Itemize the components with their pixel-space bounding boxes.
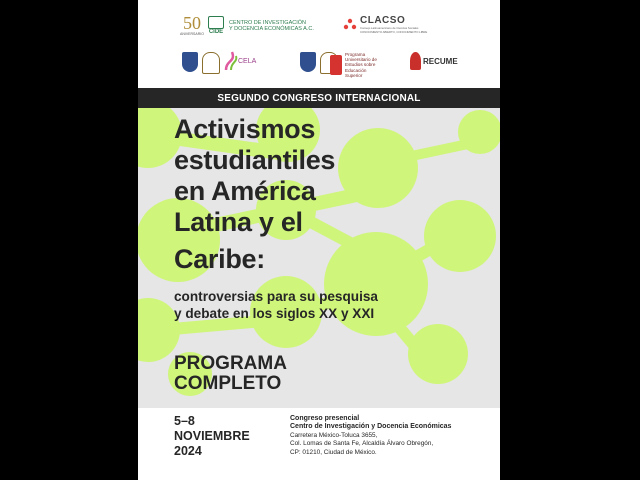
clacso-star-icon: [343, 18, 357, 32]
programa-line2: Universitario de: [345, 57, 377, 63]
unam-shield-icon: [300, 52, 316, 72]
venue-name: Centro de Investigación y Docencia Económicas: [290, 423, 452, 431]
cide-name-line2: Y DOCENCIA ECONÓMICAS A.C.: [229, 25, 314, 32]
programa-logo: [330, 52, 377, 78]
anniversary-number: 50: [182, 13, 201, 33]
programa-line5: Superior: [345, 72, 363, 78]
cide-logo: [208, 16, 314, 35]
date-year: 2024: [174, 444, 202, 458]
unam-shield-icon: [182, 52, 198, 72]
venue-info: [290, 415, 495, 457]
programa-completo-heading: [174, 354, 287, 394]
sponsor-logos: [138, 0, 500, 88]
event-date: [174, 414, 250, 459]
venue-street: Carretera México-Toluca 3655,: [290, 431, 378, 439]
congress-band: [138, 88, 500, 108]
clacso-name: CLACSO: [360, 15, 406, 26]
programa-line-b: COMPLETO: [174, 373, 282, 394]
event-title: [174, 114, 494, 275]
event-details: [138, 408, 500, 480]
clacso-caption-2: CONOCIMIENTO ABIERTO, CONOCIMIENTO LIBRE: [360, 30, 428, 34]
anniversary-caption: ANIVERSARIO: [180, 32, 204, 36]
title-line1: Activismos: [174, 114, 316, 144]
cela-logo: [222, 50, 256, 72]
title-line5: Caribe:: [174, 244, 265, 274]
congress-label: SEGUNDO CONGRESO INTERNACIONAL: [217, 92, 421, 104]
venue-neighborhood: Col. Lomas de Santa Fe, Alcaldía Álvaro Obregón,: [290, 440, 434, 448]
venue-city: CP: 01210, Ciudad de México.: [290, 448, 377, 456]
event-subtitle: [174, 288, 494, 322]
cide-name-line1: CENTRO DE INVESTIGACIÓN: [229, 19, 307, 26]
unam-eagle-icon: [202, 52, 220, 74]
programa-line4: Educación: [345, 67, 367, 73]
cide-emblem-icon: [208, 16, 224, 29]
title-line2: estudiantiles: [174, 145, 336, 175]
cide-mark: CIDE: [208, 29, 224, 35]
title-line3: en América: [174, 176, 316, 206]
programa-emblem-icon: [330, 55, 342, 75]
programa-line-a: PROGRAMA: [174, 353, 287, 374]
title-line4: Latina y el: [174, 207, 303, 237]
clacso-logo: [343, 15, 427, 34]
programa-line3: Estudios sobre: [345, 62, 376, 68]
recume-logo: [410, 52, 458, 70]
date-days: 5–8: [174, 414, 195, 428]
recume-emblem-icon: [410, 52, 421, 70]
programa-line1: Programa: [345, 52, 366, 57]
event-poster: [138, 0, 500, 480]
venue-mode: Congreso presencial: [290, 415, 360, 422]
subtitle-line1: controversias para su pesquisa: [174, 289, 378, 304]
recume-name: RECUME: [423, 56, 458, 66]
hero-section: [138, 108, 500, 408]
cela-name: CELA: [238, 57, 257, 65]
anniversary-logo: [180, 14, 204, 36]
clacso-caption: Consejo Latinoamericano de Ciencias Sociales: [360, 26, 419, 30]
subtitle-line2: y debate en los siglos XX y XXI: [174, 306, 375, 321]
date-month: NOVIEMBRE: [174, 429, 250, 443]
